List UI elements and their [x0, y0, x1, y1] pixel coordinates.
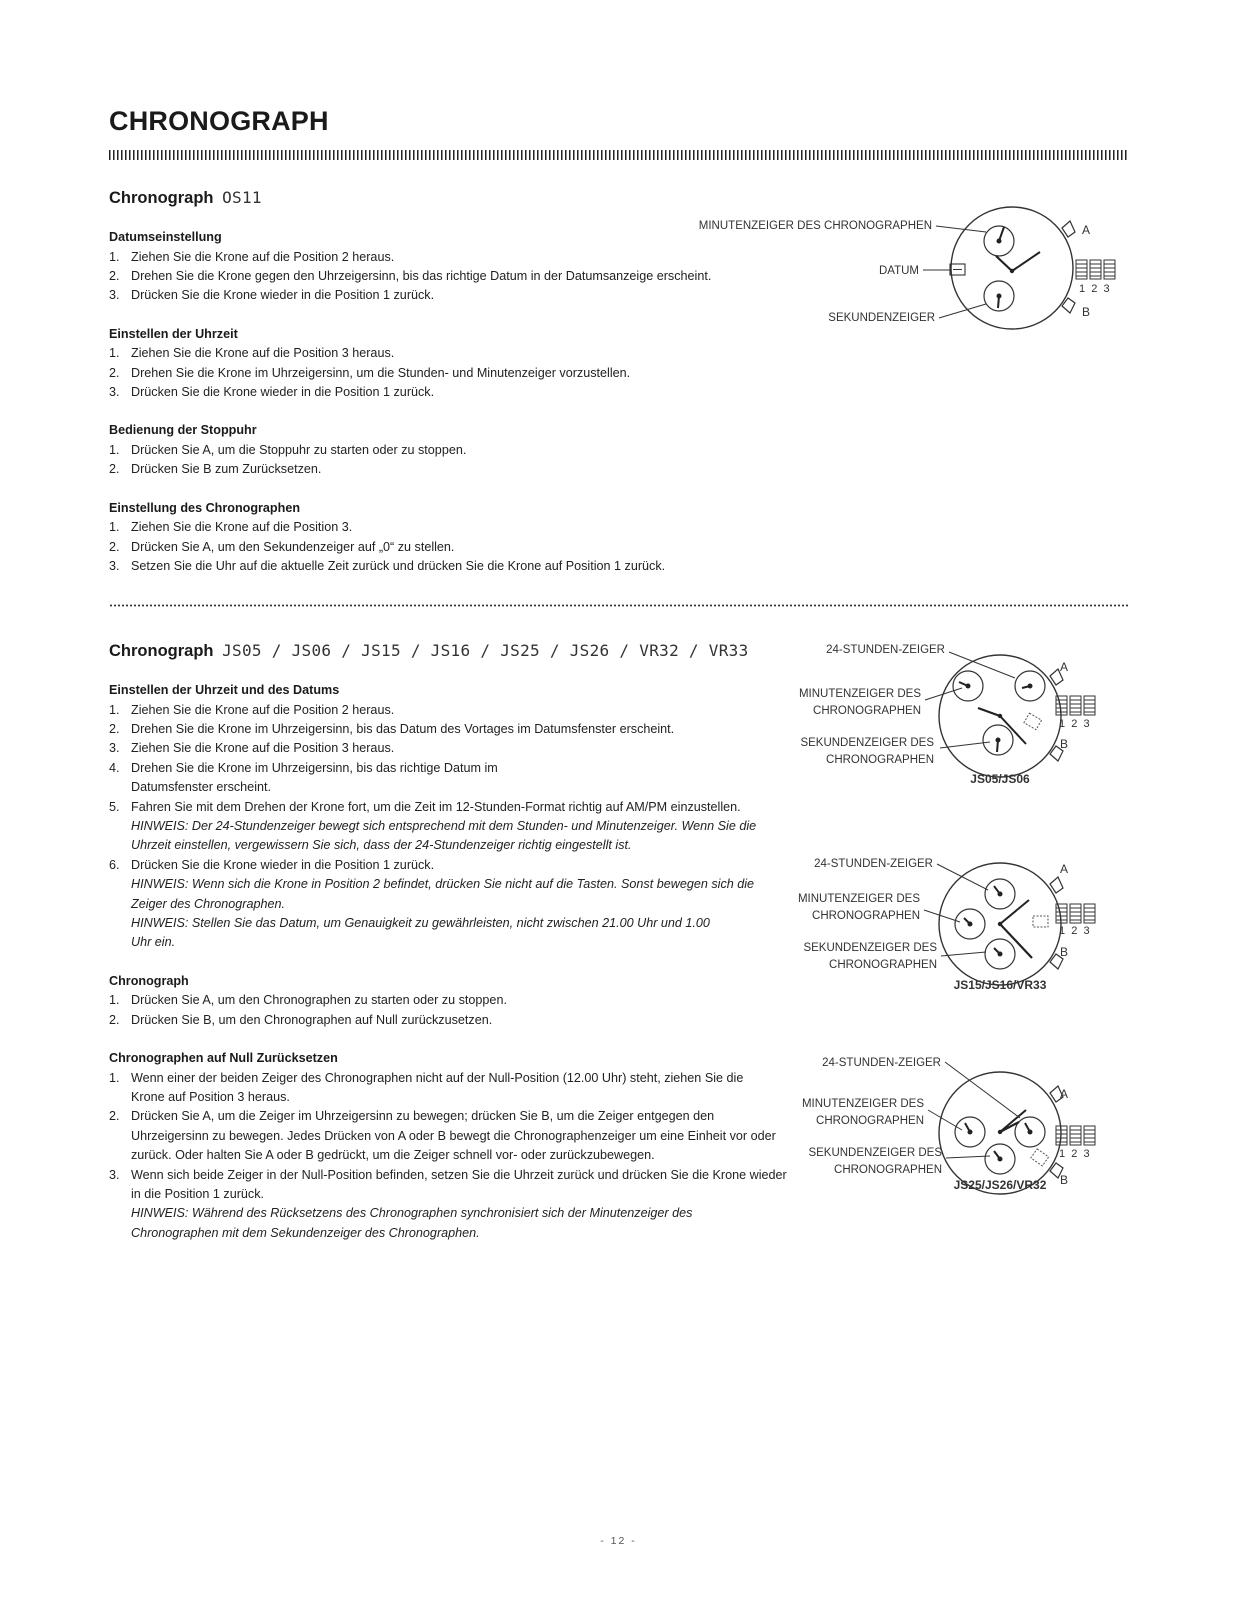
- subheading: Chronographen auf Null Zurücksetzen: [109, 1051, 338, 1066]
- list-item: 3. Drücken Sie die Krone wieder in die Position 1 zurück.: [109, 288, 435, 303]
- list-item: 1. Ziehen Sie die Krone auf die Position 3.: [109, 520, 353, 535]
- section-divider: [109, 604, 1129, 607]
- label-second-hand: SEKUNDENZEIGER: [828, 312, 935, 324]
- button-a-label: A: [1060, 660, 1069, 674]
- figure-caption: JS25/JS26/VR32: [953, 1178, 1047, 1192]
- section2-models: JS05 / JS06 / JS15 / JS16 / JS25 / JS26 / VR32 / VR33: [222, 641, 749, 660]
- crown-position-label: 1 2 3: [1059, 925, 1090, 937]
- crown-position-label: 1 2 3: [1059, 718, 1090, 730]
- list-item: 3. Ziehen Sie die Krone auf die Position 3 heraus.: [109, 741, 395, 756]
- subheading: Einstellung des Chronographen: [109, 500, 301, 515]
- group-uhrzeit-datum: [109, 681, 789, 953]
- group-uhrzeit: [109, 325, 789, 403]
- group-stoppuhr: [109, 421, 789, 479]
- subheading: Einstellen der Uhrzeit: [109, 326, 238, 341]
- list-item: 1. Ziehen Sie die Krone auf die Position 3 heraus.: [109, 346, 395, 361]
- group-datumseinstellung: [109, 228, 789, 306]
- button-b-label: B: [1060, 1173, 1069, 1187]
- label-second-hand: CHRONOGRAPHEN: [834, 1164, 942, 1176]
- list-item: 2. Drücken Sie A, um den Sekundenzeiger auf „0“ zu stellen.: [109, 539, 455, 554]
- list-item: 3. Wenn sich beide Zeiger in der Null-Position befinden, setzen Sie die Uhrzeit zurück und drücken Sie die Krone wieder in die Position 1 zurück. HINWEIS: Während des Rücksetzens des Chronographen synchronisiert sich der Minutenzeiger des Chronographen mit dem Sekundenzeiger des Chronographen.: [109, 1166, 789, 1244]
- list-item: 6. Drücken Sie die Krone wieder in die Position 1 zurück. HINWEIS: Wenn sich die Krone in Position 2 befindet, drücken Sie nicht auf die Tasten. Sonst bewegen sich die Zeiger des Chronographen. HINWEIS: Stellen Sie das Datum, um Genauigkeit zu gewährleisten, nicht zwischen 21.00 Uhr und 1.00 Uhr ein.: [109, 856, 789, 953]
- list-item: 3. Setzen Sie die Uhr auf die aktuelle Zeit zurück und drücken Sie die Krone auf Position 1 zurück.: [109, 559, 666, 574]
- subheading: Datumseinstellung: [109, 230, 222, 244]
- note: Zeiger des Chronographen.: [131, 896, 286, 911]
- note: HINWEIS: Wenn sich die Krone in Position 2 befindet, drücken Sie nicht auf die Tasten. Sonst bewegen sich die: [131, 877, 755, 892]
- list-item: 1. Drücken Sie A, um die Stoppuhr zu starten oder zu stoppen.: [109, 442, 467, 457]
- list-item: 1. Drücken Sie A, um den Chronographen zu starten oder zu stoppen.: [109, 993, 507, 1008]
- section2-instructions: [109, 681, 789, 1243]
- list-item: 2. Drücken Sie A, um die Zeiger im Uhrzeigersinn zu bewegen; drücken Sie B, um die Zeiger entgegen den Uhrzeigersinn zu bewegen. Jedes Drücken von A oder B bewegt die Chronographenzeiger um eine Einheit vor oder zurück. Oder halten Sie A oder B gedrückt, um die Zeiger schnell vor- oder zurückzubewegen.: [109, 1109, 776, 1163]
- label-date: DATUM: [878, 265, 919, 277]
- label-second-hand: SEKUNDENZEIGER DES: [803, 942, 937, 954]
- subheading: Chronograph: [109, 973, 189, 988]
- note: Uhr ein.: [131, 935, 176, 950]
- list-item: 2. Drücken Sie B zum Zurücksetzen.: [109, 462, 322, 477]
- button-b-label: B: [1082, 305, 1091, 319]
- watch-diagram-js05: [798, 644, 1120, 798]
- label-second-hand: SEKUNDENZEIGER DES: [800, 737, 934, 749]
- note: HINWEIS: Der 24-Stundenzeiger bewegt sich entsprechend mit dem Stunden- und Minutenzeiger. Wenn Sie die: [131, 818, 757, 833]
- section1-instructions: [109, 228, 789, 576]
- section1-models: OS11: [222, 188, 262, 207]
- group-chronograph: [109, 972, 789, 1030]
- subheading: Bedienung der Stoppuhr: [109, 423, 257, 438]
- figure-caption: JS15/JS16/VR33: [953, 978, 1047, 992]
- label-24h-hand: 24-STUNDEN-ZEIGER: [814, 858, 933, 870]
- label-24h-hand: 24-STUNDEN-ZEIGER: [822, 1057, 941, 1069]
- label-second-hand: CHRONOGRAPHEN: [826, 754, 934, 766]
- list-item: 5. Fahren Sie mit dem Drehen der Krone fort, um die Zeit im 12-Stunden-Format richtig auf AM/PM einzustellen. HINWEIS: Der 24-Stundenzeiger bewegt sich entsprechend mit dem Stunden- und Minutenzeiger. Wenn Sie die Uhrzeit einstellen, vergewissern Sie sich, dass der 24-Stundenzeiger richtig eingestellt ist.: [109, 798, 789, 856]
- list-item: 2. Drehen Sie die Krone im Uhrzeigersinn, bis das Datum des Vortages im Datumsfenster erscheint.: [109, 721, 675, 736]
- button-b-label: B: [1060, 945, 1069, 959]
- watch-diagram-js25: [800, 1057, 1120, 1222]
- button-b-label: B: [1060, 737, 1069, 751]
- list-item: 1. Ziehen Sie die Krone auf die Position 2 heraus.: [109, 702, 395, 717]
- label-minute-hand: CHRONOGRAPHEN: [813, 705, 921, 717]
- label-minute-hand: MINUTENZEIGER DES: [797, 893, 920, 905]
- note: HINWEIS: Stellen Sie das Datum, um Genauigkeit zu gewährleisten, nicht zwischen 21.00 Uhr und 1.00: [131, 915, 710, 930]
- label-minute-hand: MINUTENZEIGER DES: [798, 688, 921, 700]
- group-chronograph-einstellung: [109, 499, 789, 577]
- label-24h-hand: 24-STUNDEN-ZEIGER: [826, 644, 945, 656]
- list-item: 2. Drehen Sie die Krone im Uhrzeigersinn, um die Stunden- und Minutenzeiger vorzustellen.: [109, 365, 631, 380]
- group-null-zuruecksetzen: [109, 1049, 789, 1243]
- section1-title: Chronograph OS11: [109, 188, 262, 207]
- label-second-hand: CHRONOGRAPHEN: [829, 959, 937, 971]
- page-title: CHRONOGRAPH: [109, 106, 329, 136]
- label-minute-hand: MINUTENZEIGER DES: [801, 1098, 924, 1110]
- button-a-label: A: [1060, 1087, 1069, 1101]
- list-item: 1. Ziehen Sie die Krone auf die Position 2 heraus.: [109, 249, 395, 264]
- section2-title: Chronograph JS05 / JS06 / JS15 / JS16 / JS25 / JS26 / VR32 / VR33: [109, 641, 749, 660]
- list-item: 4. Drehen Sie die Krone im Uhrzeigersinn, bis das richtige Datum im Datumsfenster erscheint.: [109, 760, 498, 795]
- label-minute-hand: CHRONOGRAPHEN: [816, 1115, 924, 1127]
- note: Uhrzeit einstellen, vergewissern Sie sich, dass der 24-Stundenzeiger richtig eingestellt ist.: [131, 838, 632, 853]
- label-second-hand: SEKUNDENZEIGER DES: [808, 1147, 942, 1159]
- button-a-label: A: [1082, 223, 1091, 237]
- subheading: Einstellen der Uhrzeit und des Datums: [109, 683, 340, 697]
- label-minute-hand: MINUTENZEIGER DES CHRONOGRAPHEN: [698, 220, 932, 232]
- title-rule: [109, 150, 1129, 160]
- watch-diagram-js15: [797, 858, 1120, 1004]
- list-item: 2. Drücken Sie B, um den Chronographen auf Null zurückzusetzen.: [109, 1012, 493, 1027]
- note: Chronographen mit dem Sekundenzeiger des Chronographen.: [131, 1225, 480, 1240]
- figure-caption: JS05/JS06: [970, 772, 1030, 786]
- crown-position-label: 1 2 3: [1079, 283, 1110, 295]
- label-minute-hand: CHRONOGRAPHEN: [812, 910, 920, 922]
- watch-diagram-os11: [698, 208, 1120, 338]
- list-item: 1. Wenn einer der beiden Zeiger des Chronographen nicht auf der Null-Position (12.00 Uhr) steht, ziehen Sie die Krone auf Position 3 heraus.: [109, 1070, 744, 1104]
- button-a-label: A: [1060, 862, 1069, 876]
- list-item: 3. Drücken Sie die Krone wieder in die Position 1 zurück.: [109, 385, 435, 400]
- note: HINWEIS: Während des Rücksetzens des Chronographen synchronisiert sich der Minutenzeiger des: [131, 1206, 693, 1221]
- crown-position-label: 1 2 3: [1059, 1148, 1090, 1160]
- page-number: - 12 -: [600, 1535, 637, 1547]
- list-item: 2. Drehen Sie die Krone gegen den Uhrzeigersinn, bis das richtige Datum in der Datumsanzeige erscheint.: [109, 268, 712, 283]
